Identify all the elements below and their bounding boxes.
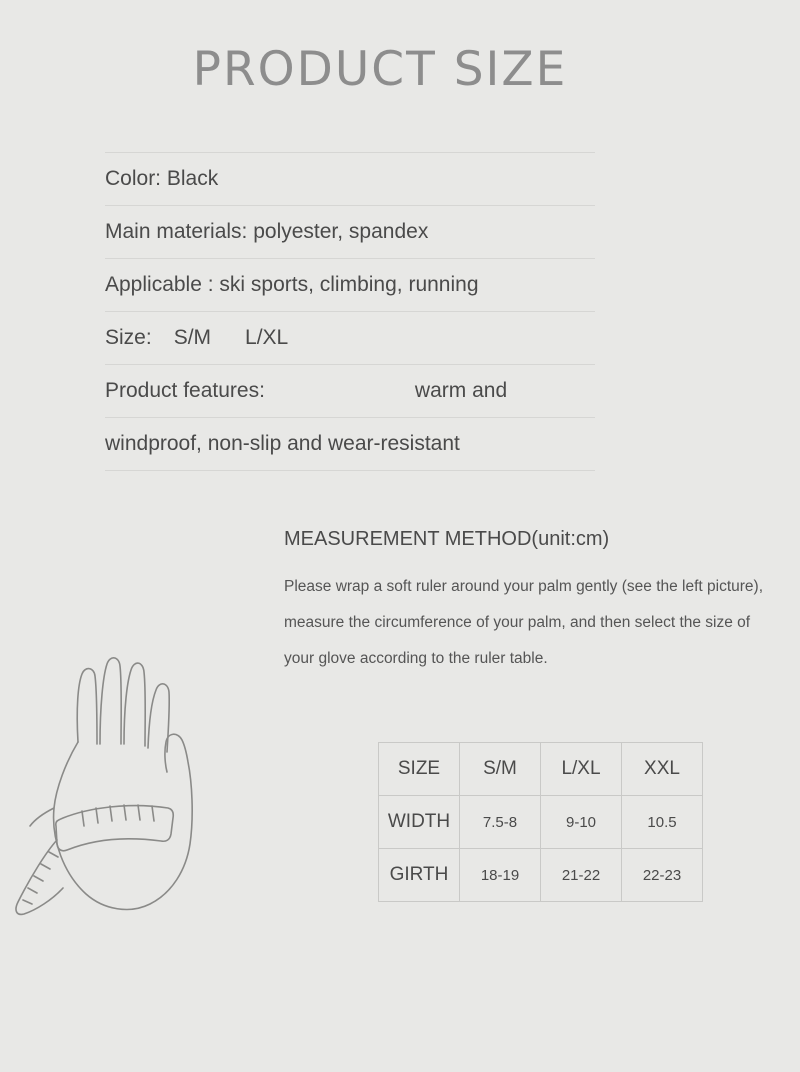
table-header-sm: S/M: [460, 743, 541, 796]
table-header-size: SIZE: [379, 743, 460, 796]
spec-row-applicable: [105, 258, 595, 311]
spec-row-materials: [105, 205, 595, 258]
table-cell-girth-sm: 18-19: [460, 849, 541, 902]
spec-row-color: [105, 152, 595, 205]
table-cell-width-lxl: 9-10: [541, 796, 622, 849]
spec-size-option-lxl: L/XL: [245, 326, 289, 349]
spec-size-option-sm: S/M: [173, 326, 212, 349]
table-row-header: [379, 743, 703, 796]
spec-features-label: Product features:: [105, 379, 265, 402]
spec-row-features: [105, 364, 595, 417]
table-cell-girth-xxl: 22-23: [622, 849, 703, 902]
page-title: PRODUCT SIZE: [192, 42, 568, 97]
spec-row-features-cont: [105, 417, 595, 471]
spec-row-size: [105, 311, 595, 364]
measurement-title: MEASUREMENT METHOD(unit:cm): [284, 528, 610, 550]
measurement-description: Please wrap a soft ruler around your palm gently (see the left picture), measure the circumference of your palm, and then select the size of your glove according to the ruler table.: [284, 578, 764, 667]
table-cell-width-xxl: 10.5: [622, 796, 703, 849]
table-row-label-width: WIDTH: [379, 796, 460, 849]
table-header-xxl: XXL: [622, 743, 703, 796]
table-row-label-girth: GIRTH: [379, 849, 460, 902]
spec-applicable-text: Applicable : ski sports, climbing, running: [105, 273, 479, 296]
hand-with-measuring-tape-illustration: [0, 612, 300, 932]
spec-color-text: Color: Black: [105, 167, 219, 190]
measurement-method-block: [284, 528, 784, 677]
bottom-spacer: [0, 1012, 800, 1072]
table-cell-girth-lxl: 21-22: [541, 849, 622, 902]
spec-features-value-1: warm and: [414, 379, 508, 402]
size-chart-table: [378, 742, 703, 902]
table-header-lxl: L/XL: [541, 743, 622, 796]
specification-list: [105, 152, 595, 471]
spec-features-value-2: windproof, non-slip and wear-resistant: [105, 432, 460, 455]
table-cell-width-sm: 7.5-8: [460, 796, 541, 849]
table-row: [379, 796, 703, 849]
spec-size-label: Size:: [105, 326, 152, 349]
spec-materials-text: Main materials: polyester, spandex: [105, 220, 429, 243]
table-row: [379, 849, 703, 902]
